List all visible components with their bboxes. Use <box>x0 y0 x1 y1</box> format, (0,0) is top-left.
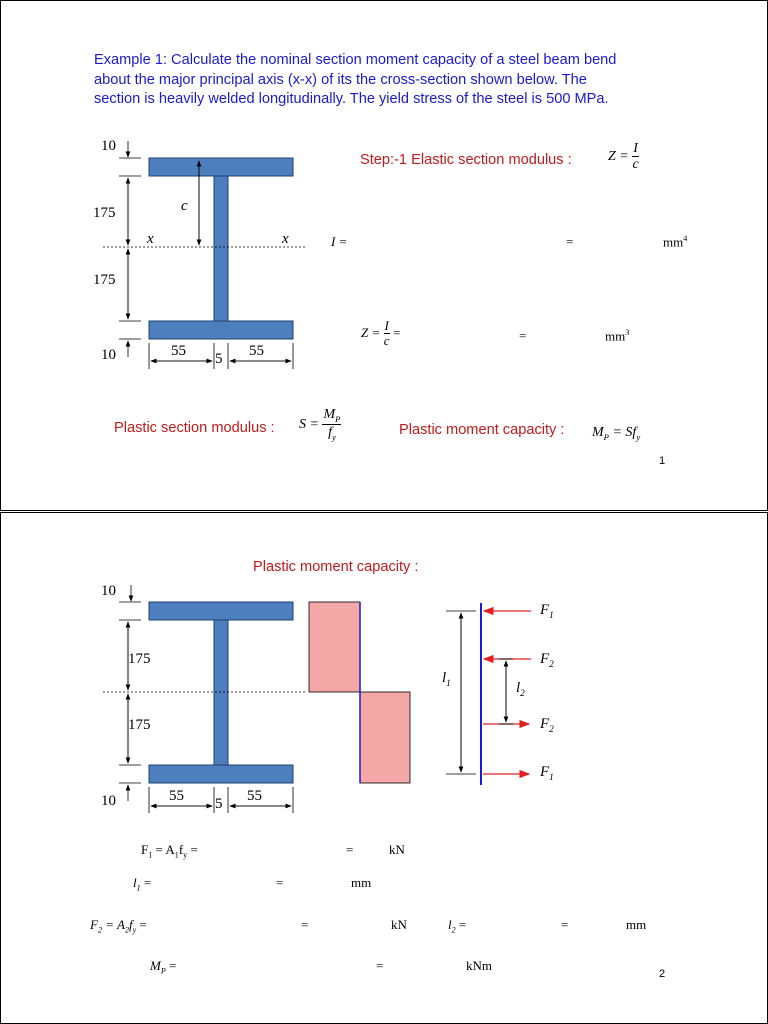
dim-web-thk: 5 <box>215 796 223 812</box>
page-number: 1 <box>659 455 666 467</box>
dim-web-thk: 5 <box>215 351 223 367</box>
dim-flange-top: 10 <box>101 583 116 599</box>
axis-label-left: x <box>147 231 154 247</box>
eq-F2-equals: = <box>301 917 309 932</box>
dim-flange-bottom: 10 <box>101 793 116 809</box>
top-flange <box>149 602 293 620</box>
eq-Mp-equals: = <box>376 958 384 973</box>
eq-F1-equals: = <box>346 842 354 857</box>
dim-web-bottom: 175 <box>128 717 151 733</box>
eq-l2-unit: mm <box>626 917 647 932</box>
Z-eq-unit: $mm^3$ <box>605 328 630 344</box>
force-F2-top: $F_2$ <box>540 651 554 670</box>
force-F1-bottom: $F_1$ <box>540 764 554 783</box>
plastic-moment-label: Plastic moment capacity : <box>399 422 565 438</box>
I-eq-lhs: I = <box>331 234 348 249</box>
web <box>214 620 228 765</box>
slide2-title: Plastic moment capacity : <box>253 559 419 575</box>
force-F1-top: $F_1$ <box>540 602 554 621</box>
force-F2-bottom: $F_2$ <box>540 716 554 735</box>
eq-l1: $l_1$ = <box>133 875 152 893</box>
axis-label-right: x <box>282 231 289 247</box>
dim-flange-bottom: 10 <box>101 347 116 363</box>
lever-arm-l2: $l_2$ <box>516 680 525 699</box>
problem-line: about the major principal axis (x-x) of its the cross-section shown below. The <box>94 71 587 88</box>
Z-eq-equals: = <box>519 328 527 343</box>
eq-Mp-unit: kNm <box>466 958 492 973</box>
tension-block <box>360 692 410 783</box>
plastic-modulus-formula: S = $\frac{M_P}{f_y}$ <box>299 407 341 443</box>
problem-line: Example 1: Calculate the nominal section moment capacity of a steel beam bend <box>94 52 617 68</box>
page-number: 2 <box>659 968 666 980</box>
Z-eq: Z = $\frac{I}{c}$ = <box>361 318 401 349</box>
eq-l2-equals: = <box>561 917 569 932</box>
eq-l2: $l_2$ = <box>448 917 467 935</box>
step1-formula: Z = $\frac{I}{c}$ <box>608 141 639 173</box>
dim-web-top: 175 <box>93 205 116 221</box>
dim-c: c <box>181 198 188 214</box>
compression-block <box>309 602 360 692</box>
eq-Mp: $M_P$ = <box>150 958 177 976</box>
dim-web-bottom: 175 <box>93 272 116 288</box>
bottom-flange <box>149 765 293 783</box>
eq-l1-equals: = <box>276 875 284 890</box>
bottom-flange <box>149 321 293 339</box>
I-eq-unit: $mm^4$ <box>663 234 688 250</box>
step1-label: Step:-1 Elastic section modulus : <box>360 152 572 168</box>
dim-flange-left: 55 <box>171 343 186 359</box>
dim-flange-top: 10 <box>101 138 116 154</box>
slide-1 <box>0 0 768 511</box>
dim-flange-right: 55 <box>247 788 262 804</box>
eq-F1: $F_1 = A_1f_y$ = <box>141 842 198 860</box>
I-eq-equals: = <box>566 234 574 249</box>
plastic-moment-formula: $M_P = Sf_y$ <box>592 425 641 442</box>
dim-flange-left: 55 <box>169 788 184 804</box>
dim-flange-right: 55 <box>249 343 264 359</box>
eq-l1-unit: mm <box>351 875 372 890</box>
lever-arm-l1: $l_1$ <box>442 670 451 689</box>
eq-F2: $F_2 = A_2f_y$ = <box>90 917 147 935</box>
eq-F1-unit: kN <box>389 842 405 857</box>
problem-line: section is heavily welded longitudinally. The yield stress of the steel is 500 MPa. <box>94 91 609 107</box>
slide-2 <box>0 512 768 1024</box>
web <box>214 176 228 321</box>
eq-F2-unit: kN <box>391 917 407 932</box>
top-flange <box>149 158 293 176</box>
dim-web-top: 175 <box>128 651 151 667</box>
plastic-modulus-label: Plastic section modulus : <box>114 420 275 436</box>
